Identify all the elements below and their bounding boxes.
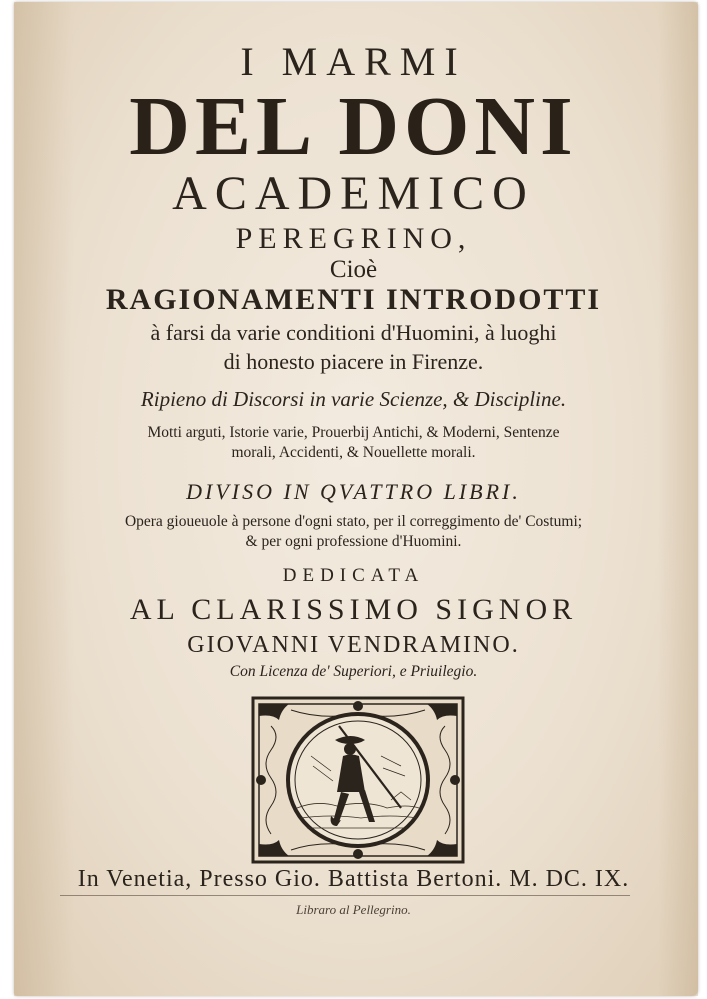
title-line-4: PEREGRINO, xyxy=(235,222,472,255)
bookseller-line: Libraro al Pellegrino. xyxy=(296,902,411,917)
imprint-line: In Venetia, Presso Gio. Battista Bertoni. M. DC. IX. xyxy=(77,866,630,892)
dedication-heading: DEDICATA xyxy=(282,565,425,586)
contents-detail-2: morali, Accidenti, & Nouellette morali. xyxy=(231,444,476,461)
purpose-line-2: & per ogni professione d'Huomini. xyxy=(245,533,462,550)
contents-line: Ripieno di Discorsi in varie Scienze, & Discipline. xyxy=(140,387,567,411)
subtitle-line: RAGIONAMENTI INTRODOTTI xyxy=(105,283,602,316)
description-line-2: di honesto piacere in Firenze. xyxy=(223,349,484,374)
division-line: DIVISO IN QVATTRO LIBRI. xyxy=(186,479,521,504)
imprint-divider xyxy=(60,895,630,896)
title-line-1: I MARMI xyxy=(240,39,467,84)
license-line: Con Licenza de' Superiori, e Priuilegio. xyxy=(229,663,478,680)
pilgrim-woodcut-emblem-icon xyxy=(251,696,465,864)
dedication-line-1: AL CLARISSIMO SIGNOR xyxy=(129,593,578,626)
dedication-line-2: GIOVANNI VENDRAMINO. xyxy=(187,632,520,658)
title-line-2: DEL DONI xyxy=(129,80,578,173)
title-line-3: ACADEMICO xyxy=(172,167,535,220)
purpose-line-1: Opera gioueuole à persone d'ogni stato, per il correggimento de' Costumi; xyxy=(124,513,583,530)
title-line-5: Cioè xyxy=(329,256,378,283)
description-line-1: à farsi da varie conditioni d'Huomini, à luoghi xyxy=(150,320,557,345)
contents-detail-1: Motti arguti, Istorie varie, Prouerbij Antichi, & Moderni, Sentenze xyxy=(147,424,560,441)
